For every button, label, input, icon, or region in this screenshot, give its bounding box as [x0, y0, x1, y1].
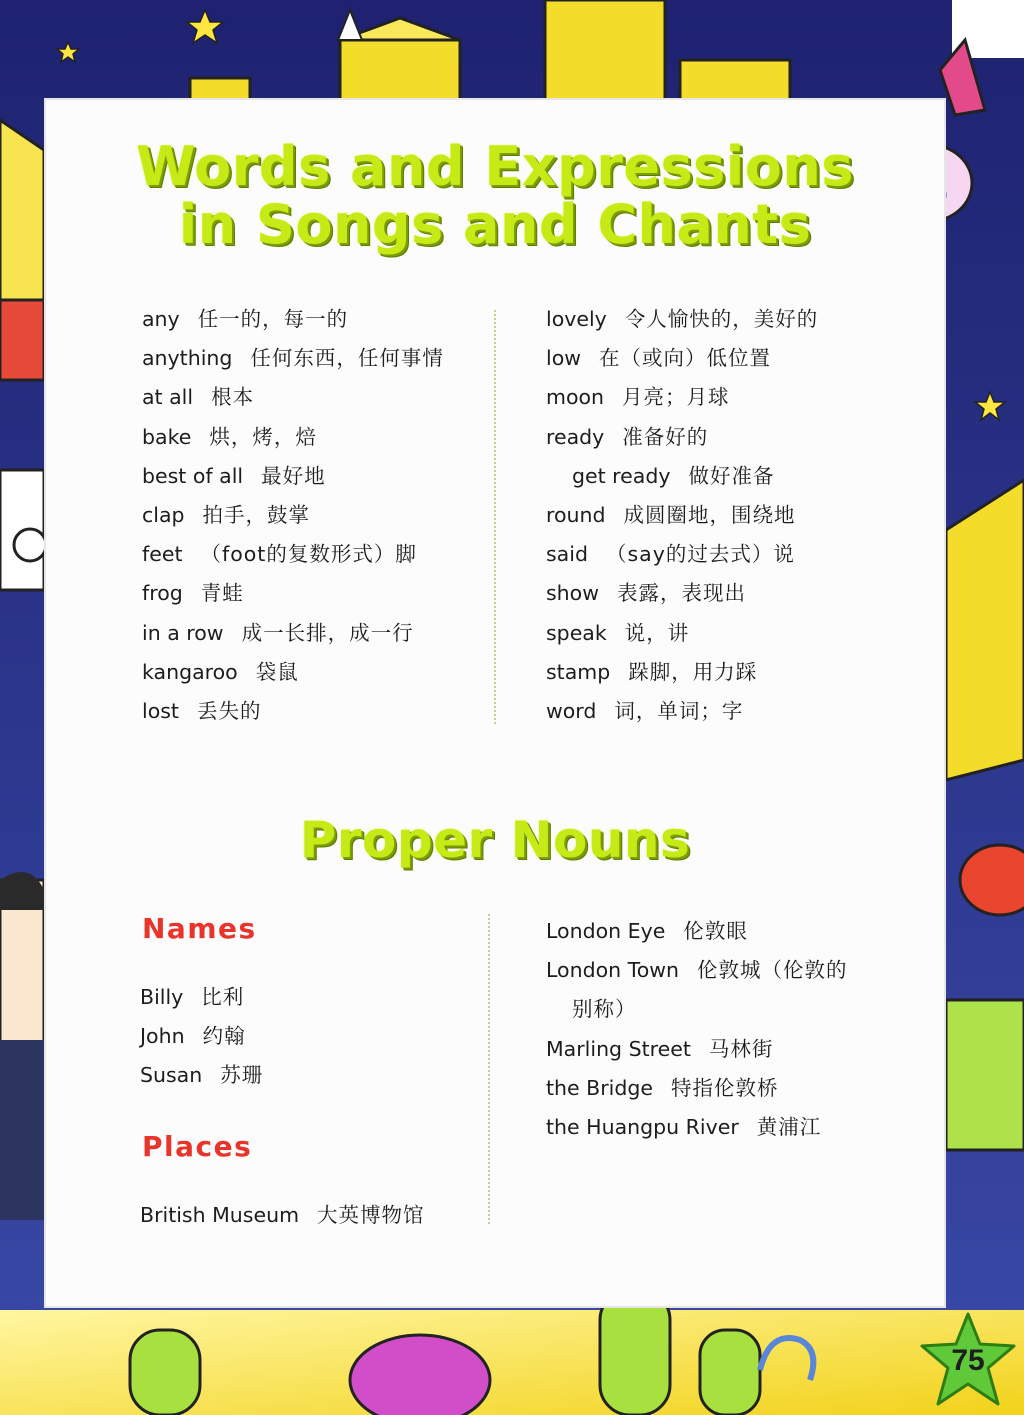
chinese-translation: 丢失的	[196, 699, 262, 723]
vocab-entry	[142, 537, 417, 567]
vocab-entry	[546, 953, 848, 983]
chinese-translation: 青蛙	[200, 581, 244, 606]
vocab-entry	[546, 1110, 821, 1140]
chinese-translation: （say的过去式）说	[605, 542, 795, 567]
english-term: show	[546, 581, 599, 606]
chinese-translation: 准备好的	[622, 424, 709, 449]
chinese-translation: 烘，烤，焙	[209, 424, 317, 449]
chinese-translation: 最好地	[261, 463, 326, 488]
section-title	[46, 135, 944, 256]
places-heading: Places	[142, 1130, 253, 1163]
english-term: in a row	[142, 620, 224, 645]
title-line-2: in Songs and Chants	[178, 193, 812, 256]
vocab-entry	[546, 537, 795, 567]
english-term: low	[546, 346, 582, 371]
english-term: at all	[142, 385, 194, 410]
chinese-translation: 表露，表现出	[616, 581, 746, 606]
vocab-entry	[546, 694, 743, 724]
vocab-entry	[546, 616, 689, 646]
names-heading: Names	[142, 912, 257, 945]
vocab-entry	[546, 992, 637, 1022]
english-term: Billy	[140, 985, 184, 1009]
chinese-translation: 跺脚，用力踩	[628, 659, 758, 684]
vocab-entry	[142, 420, 317, 450]
vocab-entry	[546, 576, 746, 606]
vocab-entry	[142, 616, 414, 646]
chinese-translation: 任一的，每一的	[197, 307, 349, 331]
english-term: the Huangpu River	[546, 1115, 739, 1139]
chinese-translation: （foot的复数形式）脚	[200, 542, 417, 567]
english-term: stamp	[546, 659, 611, 684]
vocabulary-panel	[44, 98, 946, 1308]
chinese-translation: 令人愉快的，美好的	[624, 307, 819, 331]
english-term: London Town	[546, 958, 679, 983]
english-term: London Eye	[546, 919, 666, 943]
vocab-entry	[142, 341, 444, 371]
vocab-entry	[546, 420, 708, 450]
chinese-translation: 说，讲	[624, 620, 690, 645]
english-term: get ready	[572, 463, 671, 488]
chinese-translation: 伦敦眼	[683, 919, 748, 943]
title-line-1: Words and Expressions	[136, 135, 854, 198]
english-term: lovely	[546, 307, 607, 331]
vocab-entry	[546, 1032, 773, 1062]
chinese-translation: 别称）	[572, 997, 637, 1022]
english-term: feet	[142, 542, 183, 567]
vocab-entry	[546, 459, 774, 489]
chinese-translation: 特指伦敦桥	[670, 1075, 779, 1100]
chinese-translation: 任何东西，任何事情	[250, 346, 444, 371]
english-term: speak	[546, 620, 607, 645]
vocab-entry	[546, 380, 730, 410]
cartoon-boy-left	[0, 872, 44, 1220]
english-term: clap	[142, 503, 185, 527]
english-term: British Museum	[140, 1203, 300, 1227]
chinese-translation: 拍手，鼓掌	[202, 503, 311, 527]
chinese-translation: 大英博物馆	[317, 1203, 425, 1227]
english-term: anything	[142, 346, 233, 371]
chinese-translation: 黄浦江	[756, 1115, 822, 1139]
vocab-entry	[140, 980, 244, 1010]
english-term: John	[140, 1024, 185, 1049]
chinese-translation: 马林街	[708, 1036, 774, 1061]
vocab-entry	[142, 498, 310, 528]
english-term: said	[546, 542, 588, 567]
chinese-translation: 月亮；月球	[622, 385, 730, 410]
vocab-entry	[142, 302, 348, 332]
chinese-translation: 根本	[211, 385, 255, 410]
vocab-entry	[546, 498, 796, 528]
vocab-entry	[140, 1019, 246, 1049]
chinese-translation: 比利	[201, 985, 245, 1009]
vocab-entry	[546, 341, 771, 371]
chinese-translation: 做好准备	[688, 463, 775, 488]
left-building	[0, 120, 46, 590]
english-term: lost	[142, 699, 179, 723]
chinese-translation: 在（或向）低位置	[599, 346, 772, 371]
chinese-translation: 词，单词；字	[614, 699, 744, 723]
english-term: bake	[142, 424, 192, 449]
vocab-entry	[142, 576, 244, 606]
vocab-entry	[142, 694, 261, 724]
english-term: the Bridge	[546, 1075, 653, 1100]
vocab-entry	[546, 655, 757, 685]
column-divider	[494, 310, 496, 724]
vocab-entry	[140, 1198, 425, 1228]
chinese-translation: 约翰	[202, 1024, 246, 1049]
english-term: ready	[546, 424, 605, 449]
vocab-entry	[546, 302, 818, 332]
page-number: 75	[951, 1344, 985, 1377]
vocab-entry	[142, 655, 299, 685]
chinese-translation: 袋鼠	[255, 659, 299, 684]
chinese-translation: 伦敦城（伦敦的	[697, 958, 848, 983]
english-term: kangaroo	[142, 659, 238, 684]
english-term: round	[546, 503, 606, 527]
vocab-entry	[140, 1058, 263, 1088]
english-term: moon	[546, 385, 605, 410]
english-term: frog	[142, 581, 183, 606]
english-term: best of all	[142, 463, 244, 488]
english-term: Marling Street	[546, 1036, 691, 1061]
chinese-translation: 苏珊	[220, 1063, 264, 1088]
chinese-translation: 成圆圈地，围绕地	[623, 503, 796, 527]
vocab-entry	[142, 459, 326, 489]
proper-nouns-divider	[488, 914, 490, 1224]
english-term: word	[546, 699, 597, 723]
english-term: Susan	[140, 1063, 203, 1088]
vocab-entry	[546, 1071, 778, 1101]
vocab-entry	[546, 914, 748, 944]
proper-nouns-title: Proper Nouns	[299, 811, 691, 869]
chinese-translation: 成一长排，成一行	[241, 620, 414, 645]
english-term: any	[142, 307, 180, 331]
vocab-entry	[142, 380, 254, 410]
